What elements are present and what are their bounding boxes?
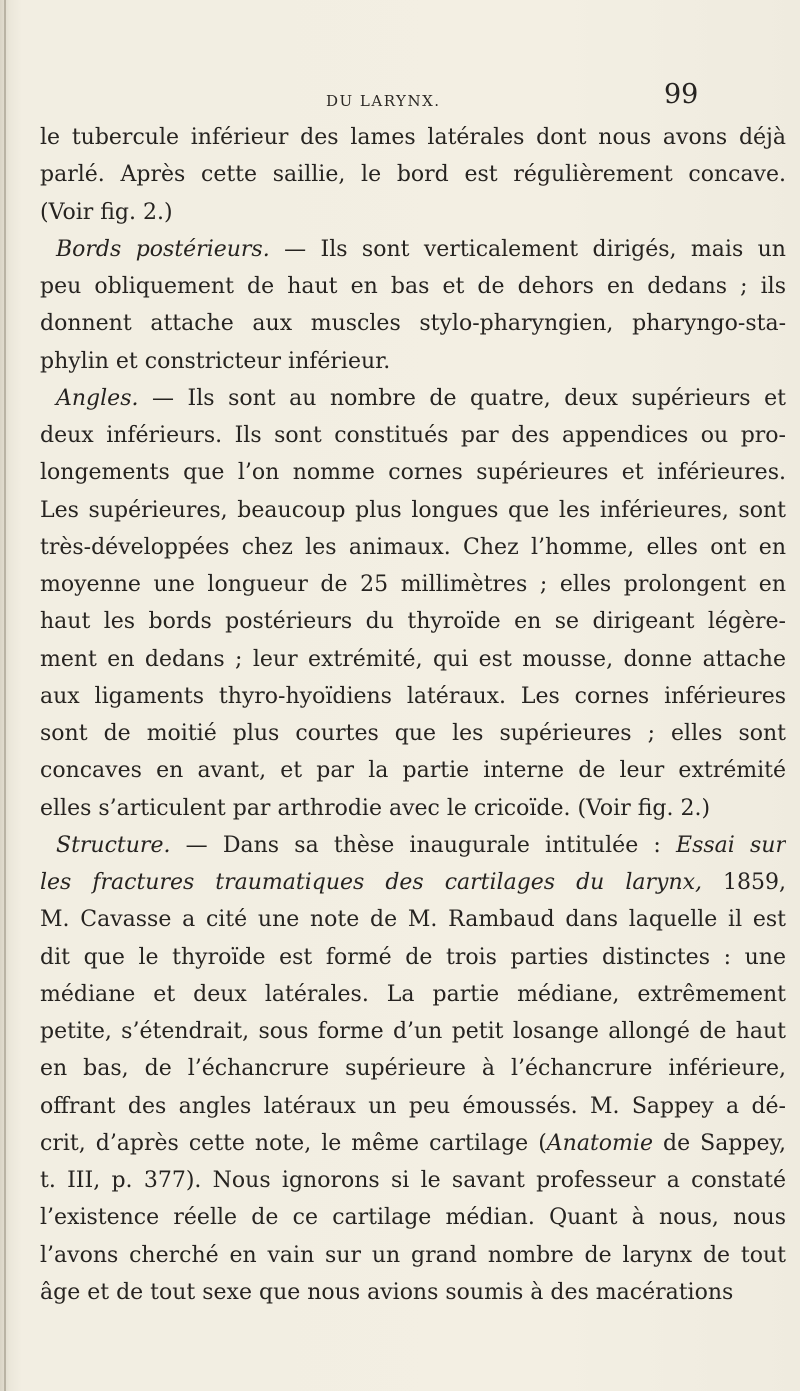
text-line — [40, 156, 786, 193]
text-segment: parlé. Après cette saillie, le bord est régulièrement concave. — [40, 162, 786, 188]
text-segment: — Dans sa thèse inaugurale intitulée : — [170, 832, 677, 858]
text-segment: donnent attache aux muscles stylo-pharyngien, pharyngo-sta- — [40, 311, 786, 337]
italic-text-segment: Anatomie — [546, 1130, 653, 1156]
text-segment: longements que l’on nomme cornes supérieures et inférieures. — [40, 460, 786, 486]
text-segment: petite, s’étendrait, sous forme d’un petit losange allongé de haut — [40, 1019, 786, 1044]
text-line — [40, 380, 786, 417]
text-line — [40, 752, 786, 789]
text-segment: de Sappey, — [652, 1130, 786, 1156]
text-line — [40, 864, 786, 901]
text-line — [40, 343, 786, 380]
text-segment: le tubercule inférieur des lames latérales dont nous avons déjà — [40, 125, 786, 150]
text-line — [40, 641, 786, 678]
text-segment: moyenne une longueur de 25 millimètres ; elles prolongent en — [40, 572, 786, 597]
italic-text-segment: Structure. — [56, 832, 171, 858]
text-line — [40, 1125, 786, 1162]
text-line — [40, 939, 786, 976]
text-segment: aux ligaments thyro-hyoïdiens latéraux. Les cornes inférieures — [40, 683, 786, 709]
body-text — [40, 119, 786, 1311]
text-segment: âge et de tout sexe que nous avions soumis à des macérations — [40, 1279, 734, 1305]
text-segment: très-développées chez les animaux. Chez l’homme, elles ont en — [40, 534, 786, 560]
text-line — [40, 715, 786, 752]
text-segment: en bas, de l’échancrure supérieure à l’échancrure inférieure, — [40, 1056, 786, 1082]
text-segment: l’existence réelle de ce cartilage médian. Quant à nous, nous — [40, 1205, 786, 1231]
text-line — [40, 1088, 786, 1125]
text-line — [40, 1274, 786, 1311]
text-line — [40, 678, 786, 715]
italic-text-segment: les fractures traumatiques des cartilages du larynx, — [40, 870, 703, 895]
text-segment: l’avons cherché en vain sur un grand nombre de larynx de tout — [40, 1242, 786, 1268]
text-line — [40, 1162, 786, 1199]
text-segment: médiane et deux latérales. La partie médiane, extrêmement — [40, 981, 786, 1007]
text-line — [40, 119, 786, 156]
italic-text-segment: Essai sur — [676, 832, 786, 858]
text-line — [40, 901, 786, 938]
text-segment: concaves en avant, et par la partie interne de leur extrémité — [40, 758, 786, 784]
text-segment: t. III, p. 377). Nous ignorons si le savant professeur a constaté — [40, 1168, 786, 1193]
text-segment: dit que le thyroïde est formé de trois parties distinctes : une — [40, 944, 786, 970]
text-line — [40, 790, 786, 827]
text-segment: — Ils sont verticalement dirigés, mais un — [269, 236, 786, 262]
text-line — [40, 194, 786, 231]
text-line — [40, 305, 786, 342]
text-line — [40, 1050, 786, 1087]
text-line — [40, 1013, 786, 1050]
italic-text-segment: Bords postérieurs. — [56, 236, 270, 262]
italic-text-segment: Angles. — [56, 385, 139, 411]
text-line — [40, 417, 786, 454]
text-segment: crit, d’après cette note, le même cartilage ( — [40, 1130, 547, 1156]
text-segment: sont de moitié plus courtes que les supérieures ; elles sont — [40, 721, 786, 746]
text-segment: (Voir fig. 2.) — [40, 199, 173, 225]
text-line — [40, 976, 786, 1013]
text-line — [40, 529, 786, 566]
text-segment: deux inférieurs. Ils sont constitués par des appendices ou pro- — [40, 423, 786, 448]
running-head: DU LARYNX. — [326, 92, 441, 110]
page-gutter-edge — [4, 0, 6, 1391]
text-line — [40, 566, 786, 603]
text-line — [40, 1199, 786, 1236]
text-line — [40, 268, 786, 305]
text-segment: 1859, — [702, 870, 786, 895]
text-line — [40, 231, 786, 268]
text-line — [40, 1237, 786, 1274]
text-segment: phylin et constricteur inférieur. — [40, 348, 391, 374]
text-line — [40, 827, 786, 864]
text-segment: ment en dedans ; leur extrémité, qui est mousse, donne attache — [40, 646, 786, 672]
text-segment: M. Cavasse a cité une note de M. Rambaud dans laquelle il est — [40, 907, 786, 933]
text-segment: — Ils sont au nombre de quatre, deux supérieurs et — [138, 385, 786, 411]
text-segment: haut les bords postérieurs du thyroïde en se dirigeant légère- — [40, 609, 786, 635]
text-line — [40, 492, 786, 529]
text-segment: Les supérieures, beaucoup plus longues que les inférieures, sont — [40, 497, 786, 523]
text-line — [40, 454, 786, 491]
text-segment: peu obliquement de haut en bas et de dehors en dedans ; ils — [40, 274, 786, 299]
text-line — [40, 603, 786, 640]
text-segment: offrant des angles latéraux un peu émoussés. M. Sappey a dé- — [40, 1093, 786, 1119]
page-number: 99 — [664, 79, 699, 110]
text-segment: elles s’articulent par arthrodie avec le cricoïde. (Voir fig. 2.) — [40, 795, 711, 821]
